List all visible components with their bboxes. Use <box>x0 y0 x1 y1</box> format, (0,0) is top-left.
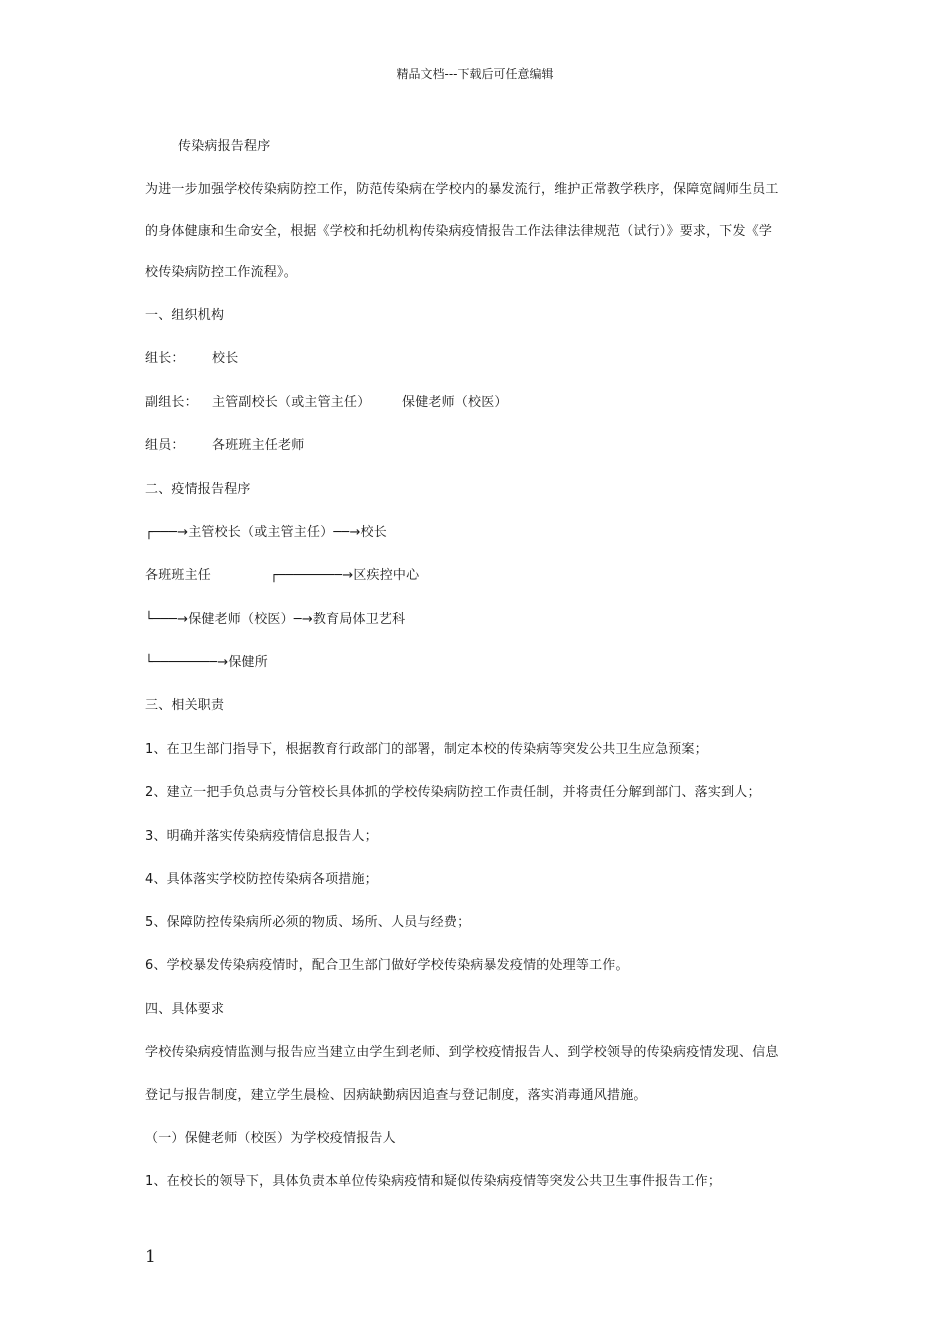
flow-line-2 <box>145 568 419 584</box>
member-label: 组员： <box>145 438 185 453</box>
flow-origin: 各班班主任 <box>145 568 212 583</box>
leader-label: 组长： <box>145 351 185 366</box>
deputy-value-1: 主管副校长（或主管主任） <box>212 395 371 410</box>
flow-branch-cdc: ┌────────→区疾控中心 <box>270 568 420 583</box>
flow-line-1: ┌───→主管校长（或主管主任）──→校长 <box>145 525 387 540</box>
subsection-item: 1、在校长的领导下，具体负责本单位传染病疫情和疑似传染病疫情等突发公共卫生事件报告工作； <box>145 1174 722 1189</box>
subsection-heading: （一）保健老师（校医）为学校疫情报告人 <box>145 1131 396 1146</box>
requirements-line-1: 学校传染病疫情监测与报告应当建立由学生到老师、到学校疫情报告人、到学校领导的传染病疫情发现、信息 <box>145 1045 779 1060</box>
document-title: 传染病报告程序 <box>178 139 271 154</box>
flow-line-4: └────────→保健所 <box>145 655 268 670</box>
deputy-label: 副组长： <box>145 395 198 410</box>
intro-line-3: 校传染病防控工作流程》。 <box>145 265 297 280</box>
duty-item: 3、明确并落实传染病疫情信息报告人； <box>145 829 378 844</box>
duty-item: 2、建立一把手负总责与分管校长具体抓的学校传染病防控工作责任制，并将责任分解到部门、落实到人； <box>145 785 761 800</box>
deputy-row <box>145 395 508 411</box>
deputy-value-2: 保健老师（校医） <box>402 395 508 410</box>
duty-item: 4、具体落实学校防控传染病各项措施； <box>145 872 378 887</box>
section-heading-reporting: 二、疫情报告程序 <box>145 482 251 497</box>
page-header: 精品文档---下载后可任意编辑 <box>396 67 554 81</box>
section-heading-organization: 一、组织机构 <box>145 308 225 323</box>
leader-row <box>145 351 238 367</box>
flow-line-3: └───→保健老师（校医）─→教育局体卫艺科 <box>145 612 406 627</box>
duty-item: 6、学校暴发传染病疫情时，配合卫生部门做好学校传染病暴发疫情的处理等工作。 <box>145 958 629 973</box>
page-number: 1 <box>145 1247 156 1267</box>
intro-line-2: 的身体健康和生命安全，根据《学校和托幼机构传染病疫情报告工作法律法律规范（试行）》要求，下发《学 <box>145 224 773 239</box>
member-value: 各班班主任老师 <box>212 438 305 453</box>
duty-item: 1、在卫生部门指导下，根据教育行政部门的部署，制定本校的传染病等突发公共卫生应急预案； <box>145 742 708 757</box>
requirements-line-2: 登记与报告制度，建立学生晨检、因病缺勤病因追查与登记制度，落实消毒通风措施。 <box>145 1088 647 1103</box>
intro-line-1: 为进一步加强学校传染病防控工作，防范传染病在学校内的暴发流行，维护正常教学秩序，保障宽阔师生员工 <box>145 182 779 197</box>
member-row <box>145 438 304 454</box>
section-heading-duties: 三、相关职责 <box>145 698 225 713</box>
duty-item: 5、保障防控传染病所必须的物质、场所、人员与经费； <box>145 915 471 930</box>
section-heading-requirements: 四、具体要求 <box>145 1002 225 1017</box>
leader-value: 校长 <box>212 351 239 366</box>
